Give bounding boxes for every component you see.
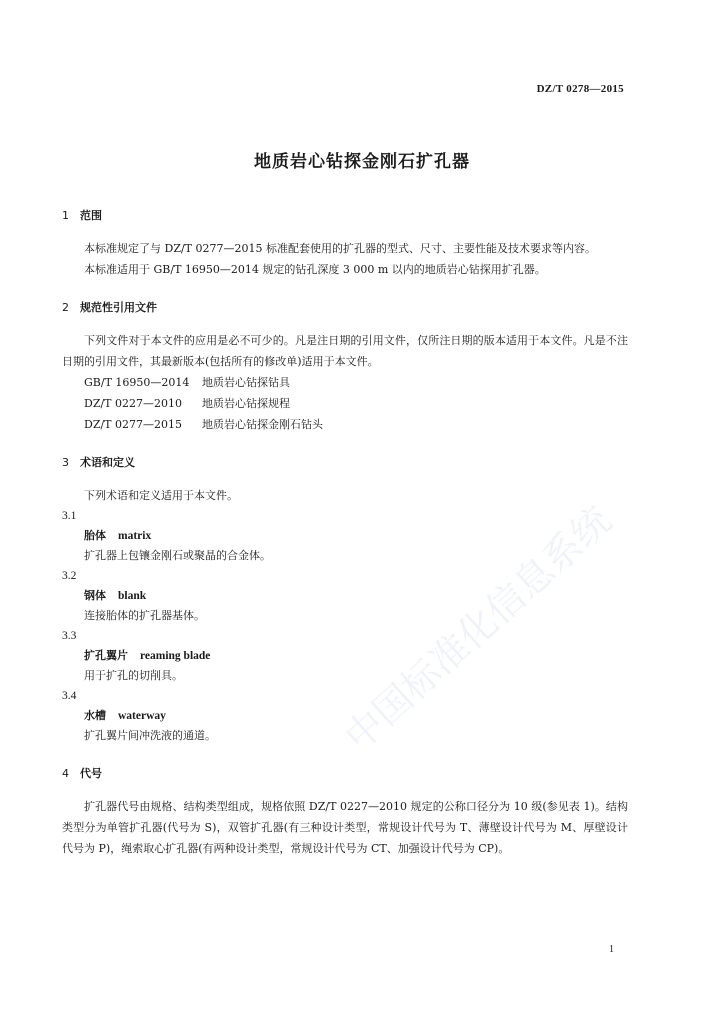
term-number: 3.1 [62, 510, 77, 522]
document-body [62, 208, 628, 859]
codes-paragraph: 扩孔器代号由规格、结构类型组成，规格依照 DZ/T 0227—2010 规定的公称口径分为 10 级(参见表 1)。结构类型分为单管扩孔器(代号为 S)，双管扩孔器(有三种设计类型，常规设计代号为 T、薄壁设计代号为 M、厚壁设计代号为 P)，绳索取心扩孔器(有两种设计类型，常规设计代号为 CT、加强设计代号为 CP)。 [62, 800, 628, 855]
term-definition: 用于扩孔的切削具。 [84, 669, 183, 682]
section-number: 3 [62, 456, 69, 469]
reference-code: DZ/T 0227—2010 [84, 397, 182, 410]
section-number: 1 [62, 209, 69, 222]
section-number: 2 [62, 301, 69, 314]
reference-name: 地质岩心钻探钻具 [202, 376, 290, 389]
scope-paragraph-1: 本标准规定了与 DZ/T 0277—2015 标准配套使用的扩孔器的型式、尺寸、主要性能及技术要求等内容。 [84, 242, 596, 255]
reference-item [62, 414, 628, 435]
section-title: 规范性引用文件 [80, 301, 157, 314]
reference-code: DZ/T 0277—2015 [84, 418, 182, 431]
term-chinese: 胎体 [84, 529, 106, 542]
section-heading-terms [62, 455, 628, 471]
reference-code: GB/T 16950—2014 [84, 376, 190, 389]
term-entry [62, 706, 628, 726]
term-english: matrix [118, 530, 152, 542]
document-title: 地质岩心钻探金刚石扩孔器 [254, 152, 470, 172]
term-number: 3.3 [62, 630, 77, 642]
term-english: waterway [118, 710, 166, 722]
term-chinese: 钢体 [84, 589, 106, 602]
reference-item [62, 372, 628, 393]
reference-name: 地质岩心钻探规程 [202, 397, 290, 410]
term-definition: 连接胎体的扩孔器基体。 [84, 609, 205, 622]
scope-paragraph-2: 本标准适用于 GB/T 16950—2014 规定的钻孔深度 3 000 m 以内的地质岩心钻探用扩孔器。 [84, 263, 546, 276]
section-number: 4 [62, 767, 69, 780]
section-title: 代号 [80, 767, 102, 780]
term-english: reaming blade [140, 650, 211, 662]
term-english: blank [118, 590, 147, 602]
standard-code: DZ/T 0278—2015 [536, 83, 624, 95]
term-number: 3.4 [62, 690, 77, 702]
reference-name: 地质岩心钻探金刚石钻头 [202, 418, 323, 431]
refs-paragraph: 下列文件对于本文件的应用是必不可少的。凡是注日期的引用文件，仅所注日期的版本适用于本文件。凡是不注日期的引用文件，其最新版本(包括所有的修改单)适用于本文件。 [62, 334, 628, 368]
page-number: 1 [609, 944, 614, 955]
section-heading-refs [62, 300, 628, 316]
term-chinese: 水槽 [84, 709, 106, 722]
section-heading-codes [62, 766, 628, 782]
section-heading-scope [62, 208, 628, 224]
term-chinese: 扩孔翼片 [84, 649, 128, 662]
term-entry [62, 526, 628, 546]
section-title: 范围 [80, 209, 102, 222]
term-entry [62, 646, 628, 666]
term-definition: 扩孔翼片间冲洗液的通道。 [84, 729, 216, 742]
term-definition: 扩孔器上包镶金刚石或聚晶的合金体。 [84, 549, 271, 562]
reference-item [62, 393, 628, 414]
terms-intro: 下列术语和定义适用于本文件。 [84, 489, 238, 502]
term-entry [62, 586, 628, 606]
section-title: 术语和定义 [80, 456, 135, 469]
term-number: 3.2 [62, 570, 77, 582]
watermark: 中国标准化信息系统 [336, 497, 620, 760]
